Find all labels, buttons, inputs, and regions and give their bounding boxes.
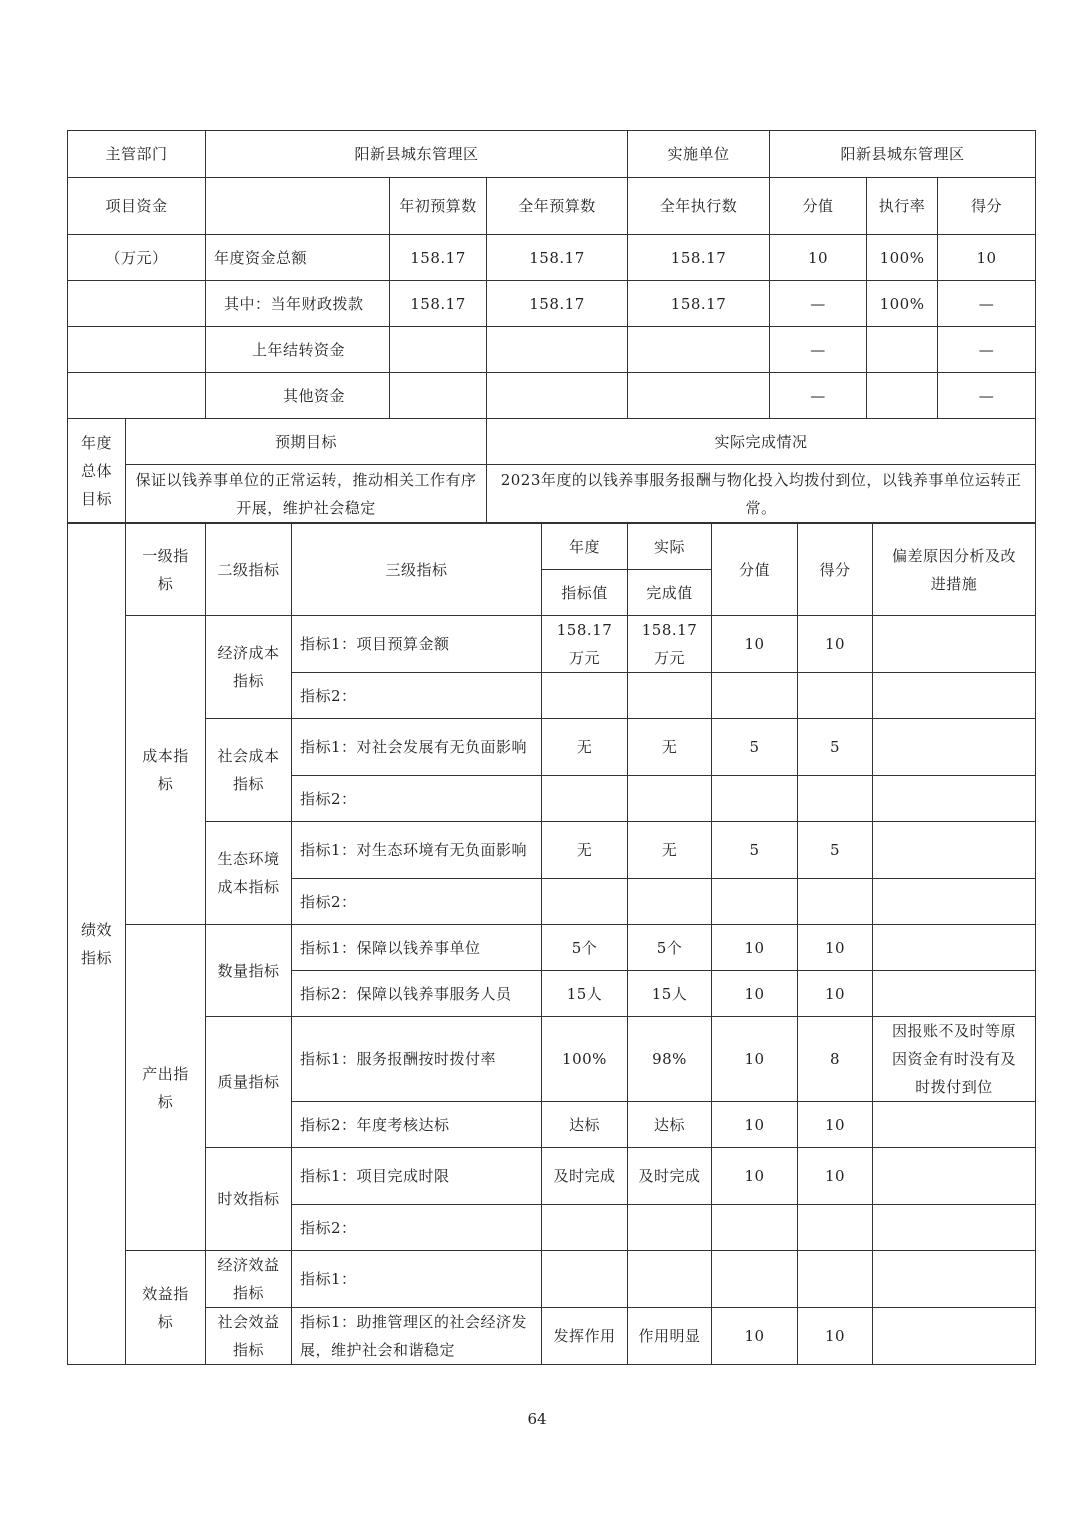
actual-value-cell: 5个 xyxy=(628,925,712,971)
funds-blank xyxy=(68,327,206,373)
expected-goal-header: 预期目标 xyxy=(126,419,487,465)
cell-executed xyxy=(628,327,770,373)
header-row xyxy=(68,131,1036,178)
actual-value-cell xyxy=(628,673,712,719)
level2-cell: 时效指标 xyxy=(206,1148,292,1251)
actual-result-header: 实际完成情况 xyxy=(487,419,1036,465)
cell-full: 158.17 xyxy=(487,281,628,327)
indicator-row xyxy=(68,719,1036,776)
actual-value-cell: 15人 xyxy=(628,971,712,1017)
col-score-value: 分值 xyxy=(770,178,867,235)
deviation-cell: 因报账不及时等原因资金有时没有及时拨付到位 xyxy=(873,1017,1036,1102)
funds-row-fiscal xyxy=(68,281,1036,327)
level3-cell: 指标1：项目完成时限 xyxy=(292,1148,542,1205)
deviation-cell xyxy=(873,719,1036,776)
cell-score-value: — xyxy=(770,327,867,373)
target-value-cell: 发挥作用 xyxy=(542,1308,628,1365)
level3-cell: 指标1：对社会发展有无负面影响 xyxy=(292,719,542,776)
level3-cell: 指标2： xyxy=(292,879,542,925)
deviation-cell xyxy=(873,1102,1036,1148)
cell-full xyxy=(487,373,628,419)
target-value-cell: 15人 xyxy=(542,971,628,1017)
actual-value-cell xyxy=(628,1251,712,1308)
target-value-cell: 无 xyxy=(542,719,628,776)
target-value-cell: 达标 xyxy=(542,1102,628,1148)
indicator-row xyxy=(68,822,1036,879)
score-cell: 10 xyxy=(798,616,873,673)
cell-score: — xyxy=(938,281,1036,327)
cell-initial xyxy=(390,373,487,419)
col-exec-rate: 执行率 xyxy=(867,178,938,235)
level2-cell: 质量指标 xyxy=(206,1017,292,1148)
level3-cell: 指标1：服务报酬按时拨付率 xyxy=(292,1017,542,1102)
cell-score-value: — xyxy=(770,281,867,327)
col-executed: 全年执行数 xyxy=(628,178,770,235)
indicators-header-row xyxy=(68,524,1036,570)
score-cell: 8 xyxy=(798,1017,873,1102)
score-value-header: 分值 xyxy=(712,524,798,616)
indicator-row xyxy=(68,925,1036,971)
score-value-cell: 10 xyxy=(712,971,798,1017)
level3-cell: 指标1：保障以钱养事单位 xyxy=(292,925,542,971)
indicators-table xyxy=(67,523,1036,1365)
cell-score: — xyxy=(938,373,1036,419)
annual-header-top: 年度 xyxy=(542,524,628,570)
deviation-cell xyxy=(873,673,1036,719)
funds-blank xyxy=(68,373,206,419)
actual-value-cell xyxy=(628,1205,712,1251)
target-value-cell: 无 xyxy=(542,822,628,879)
deviation-cell xyxy=(873,925,1036,971)
cell-initial: 158.17 xyxy=(390,281,487,327)
actual-value-cell xyxy=(628,776,712,822)
funds-row-carryover xyxy=(68,327,1036,373)
score-cell: 10 xyxy=(798,1148,873,1205)
funds-table xyxy=(67,130,1036,523)
level3-cell: 指标1：项目预算金额 xyxy=(292,616,542,673)
actual-value-cell: 作用明显 xyxy=(628,1308,712,1365)
score-value-cell: 10 xyxy=(712,1102,798,1148)
impl-label: 实施单位 xyxy=(628,131,770,178)
actual-value-cell: 无 xyxy=(628,719,712,776)
level2-header: 二级指标 xyxy=(206,524,292,616)
level2-cell: 社会效益指标 xyxy=(206,1308,292,1365)
actual-value-cell: 158.17万元 xyxy=(628,616,712,673)
cell-initial: 158.17 xyxy=(390,235,487,281)
actual-value-cell: 无 xyxy=(628,822,712,879)
score-cell: 5 xyxy=(798,719,873,776)
level3-cell: 指标1： xyxy=(292,1251,542,1308)
dept-label: 主管部门 xyxy=(68,131,206,178)
level3-cell: 指标2：保障以钱养事服务人员 xyxy=(292,971,542,1017)
score-value-cell: 10 xyxy=(712,1308,798,1365)
level1-cell: 产出指标 xyxy=(126,925,206,1251)
goals-text-row xyxy=(68,465,1036,523)
score-value-cell xyxy=(712,673,798,719)
actual-header-bottom: 完成值 xyxy=(628,570,712,616)
score-cell xyxy=(798,673,873,719)
target-value-cell: 5个 xyxy=(542,925,628,971)
cell-executed: 158.17 xyxy=(628,281,770,327)
indicator-row xyxy=(68,1148,1036,1205)
score-value-cell: 10 xyxy=(712,1017,798,1102)
score-cell: 10 xyxy=(798,1308,873,1365)
level1-cell: 成本指标 xyxy=(126,616,206,925)
deviation-cell xyxy=(873,776,1036,822)
dept-value: 阳新县城东管理区 xyxy=(206,131,628,178)
goals-row-label: 年度总体目标 xyxy=(68,419,126,523)
cell-executed: 158.17 xyxy=(628,235,770,281)
funds-blank-header xyxy=(206,178,390,235)
funds-row-label: 上年结转资金 xyxy=(206,327,390,373)
funds-unit: （万元） xyxy=(68,235,206,281)
expected-goal-text: 保证以钱养事单位的正常运转，推动相关工作有序开展，维护社会稳定 xyxy=(126,465,487,523)
cell-rate xyxy=(867,327,938,373)
level1-cell: 效益指标 xyxy=(126,1251,206,1365)
funds-row-total xyxy=(68,235,1036,281)
impl-value: 阳新县城东管理区 xyxy=(770,131,1036,178)
score-value-cell: 10 xyxy=(712,925,798,971)
score-cell xyxy=(798,879,873,925)
cell-rate xyxy=(867,373,938,419)
funds-row-label: 其中：当年财政拨款 xyxy=(206,281,390,327)
cell-initial xyxy=(390,327,487,373)
funds-label: 项目资金 xyxy=(68,178,206,235)
score-value-cell xyxy=(712,1251,798,1308)
deviation-cell xyxy=(873,1205,1036,1251)
score-value-cell xyxy=(712,879,798,925)
deviation-cell xyxy=(873,1251,1036,1308)
level2-cell: 经济成本指标 xyxy=(206,616,292,719)
score-value-cell: 10 xyxy=(712,1148,798,1205)
score-cell xyxy=(798,1205,873,1251)
level2-cell: 数量指标 xyxy=(206,925,292,1017)
level1-header: 一级指标 xyxy=(126,524,206,616)
target-value-cell xyxy=(542,673,628,719)
score-header: 得分 xyxy=(798,524,873,616)
target-value-cell xyxy=(542,879,628,925)
deviation-cell xyxy=(873,616,1036,673)
level3-header: 三级指标 xyxy=(292,524,542,616)
deviation-cell xyxy=(873,1308,1036,1365)
score-cell: 10 xyxy=(798,1102,873,1148)
col-full-budget: 全年预算数 xyxy=(487,178,628,235)
target-value-cell xyxy=(542,776,628,822)
cell-full xyxy=(487,327,628,373)
deviation-cell xyxy=(873,879,1036,925)
level2-cell: 社会成本指标 xyxy=(206,719,292,822)
cell-score-value: — xyxy=(770,373,867,419)
target-value-cell: 及时完成 xyxy=(542,1148,628,1205)
annual-header-bottom: 指标值 xyxy=(542,570,628,616)
actual-value-cell: 及时完成 xyxy=(628,1148,712,1205)
funds-row-label: 其他资金 xyxy=(206,373,390,419)
actual-result-text: 2023年度的以钱养事服务报酬与物化投入均拨付到位，以钱养事单位运转正常。 xyxy=(487,465,1036,523)
indicators-row-label: 绩效指标 xyxy=(68,524,126,1365)
level2-cell: 生态环境成本指标 xyxy=(206,822,292,925)
cell-rate: 100% xyxy=(867,281,938,327)
indicator-row xyxy=(68,1017,1036,1102)
score-value-cell: 5 xyxy=(712,719,798,776)
level3-cell: 指标2： xyxy=(292,1205,542,1251)
cell-full: 158.17 xyxy=(487,235,628,281)
deviation-cell xyxy=(873,822,1036,879)
actual-value-cell: 达标 xyxy=(628,1102,712,1148)
goals-header-row xyxy=(68,419,1036,465)
deviation-header: 偏差原因分析及改进措施 xyxy=(873,524,1036,616)
performance-table-sheet xyxy=(67,130,1035,1365)
cell-rate: 100% xyxy=(867,235,938,281)
target-value-cell: 100% xyxy=(542,1017,628,1102)
level3-cell: 指标1：对生态环境有无负面影响 xyxy=(292,822,542,879)
level3-cell: 指标1：助推管理区的社会经济发展，维护社会和谐稳定 xyxy=(292,1308,542,1365)
funds-row-other xyxy=(68,373,1036,419)
score-value-cell xyxy=(712,1205,798,1251)
deviation-cell xyxy=(873,1148,1036,1205)
col-score: 得分 xyxy=(938,178,1036,235)
funds-row-label: 年度资金总额 xyxy=(206,235,390,281)
level3-cell: 指标2： xyxy=(292,776,542,822)
indicator-row xyxy=(68,1251,1036,1308)
target-value-cell xyxy=(542,1205,628,1251)
score-cell: 10 xyxy=(798,925,873,971)
page-number: 64 xyxy=(527,1410,547,1428)
score-cell: 10 xyxy=(798,971,873,1017)
score-value-cell: 10 xyxy=(712,616,798,673)
level3-cell: 指标2： xyxy=(292,673,542,719)
deviation-cell xyxy=(873,971,1036,1017)
cell-score: — xyxy=(938,327,1036,373)
col-initial-budget: 年初预算数 xyxy=(390,178,487,235)
level2-cell: 经济效益指标 xyxy=(206,1251,292,1308)
indicator-row xyxy=(68,616,1036,673)
score-value-cell: 5 xyxy=(712,822,798,879)
score-value-cell xyxy=(712,776,798,822)
score-cell xyxy=(798,1251,873,1308)
actual-value-cell xyxy=(628,879,712,925)
cell-executed xyxy=(628,373,770,419)
cell-score-value: 10 xyxy=(770,235,867,281)
target-value-cell: 158.17万元 xyxy=(542,616,628,673)
score-cell xyxy=(798,776,873,822)
level3-cell: 指标2：年度考核达标 xyxy=(292,1102,542,1148)
cell-score: 10 xyxy=(938,235,1036,281)
funds-header-row xyxy=(68,178,1036,235)
actual-value-cell: 98% xyxy=(628,1017,712,1102)
actual-header-top: 实际 xyxy=(628,524,712,570)
funds-blank xyxy=(68,281,206,327)
score-cell: 5 xyxy=(798,822,873,879)
target-value-cell xyxy=(542,1251,628,1308)
indicator-row xyxy=(68,1308,1036,1365)
